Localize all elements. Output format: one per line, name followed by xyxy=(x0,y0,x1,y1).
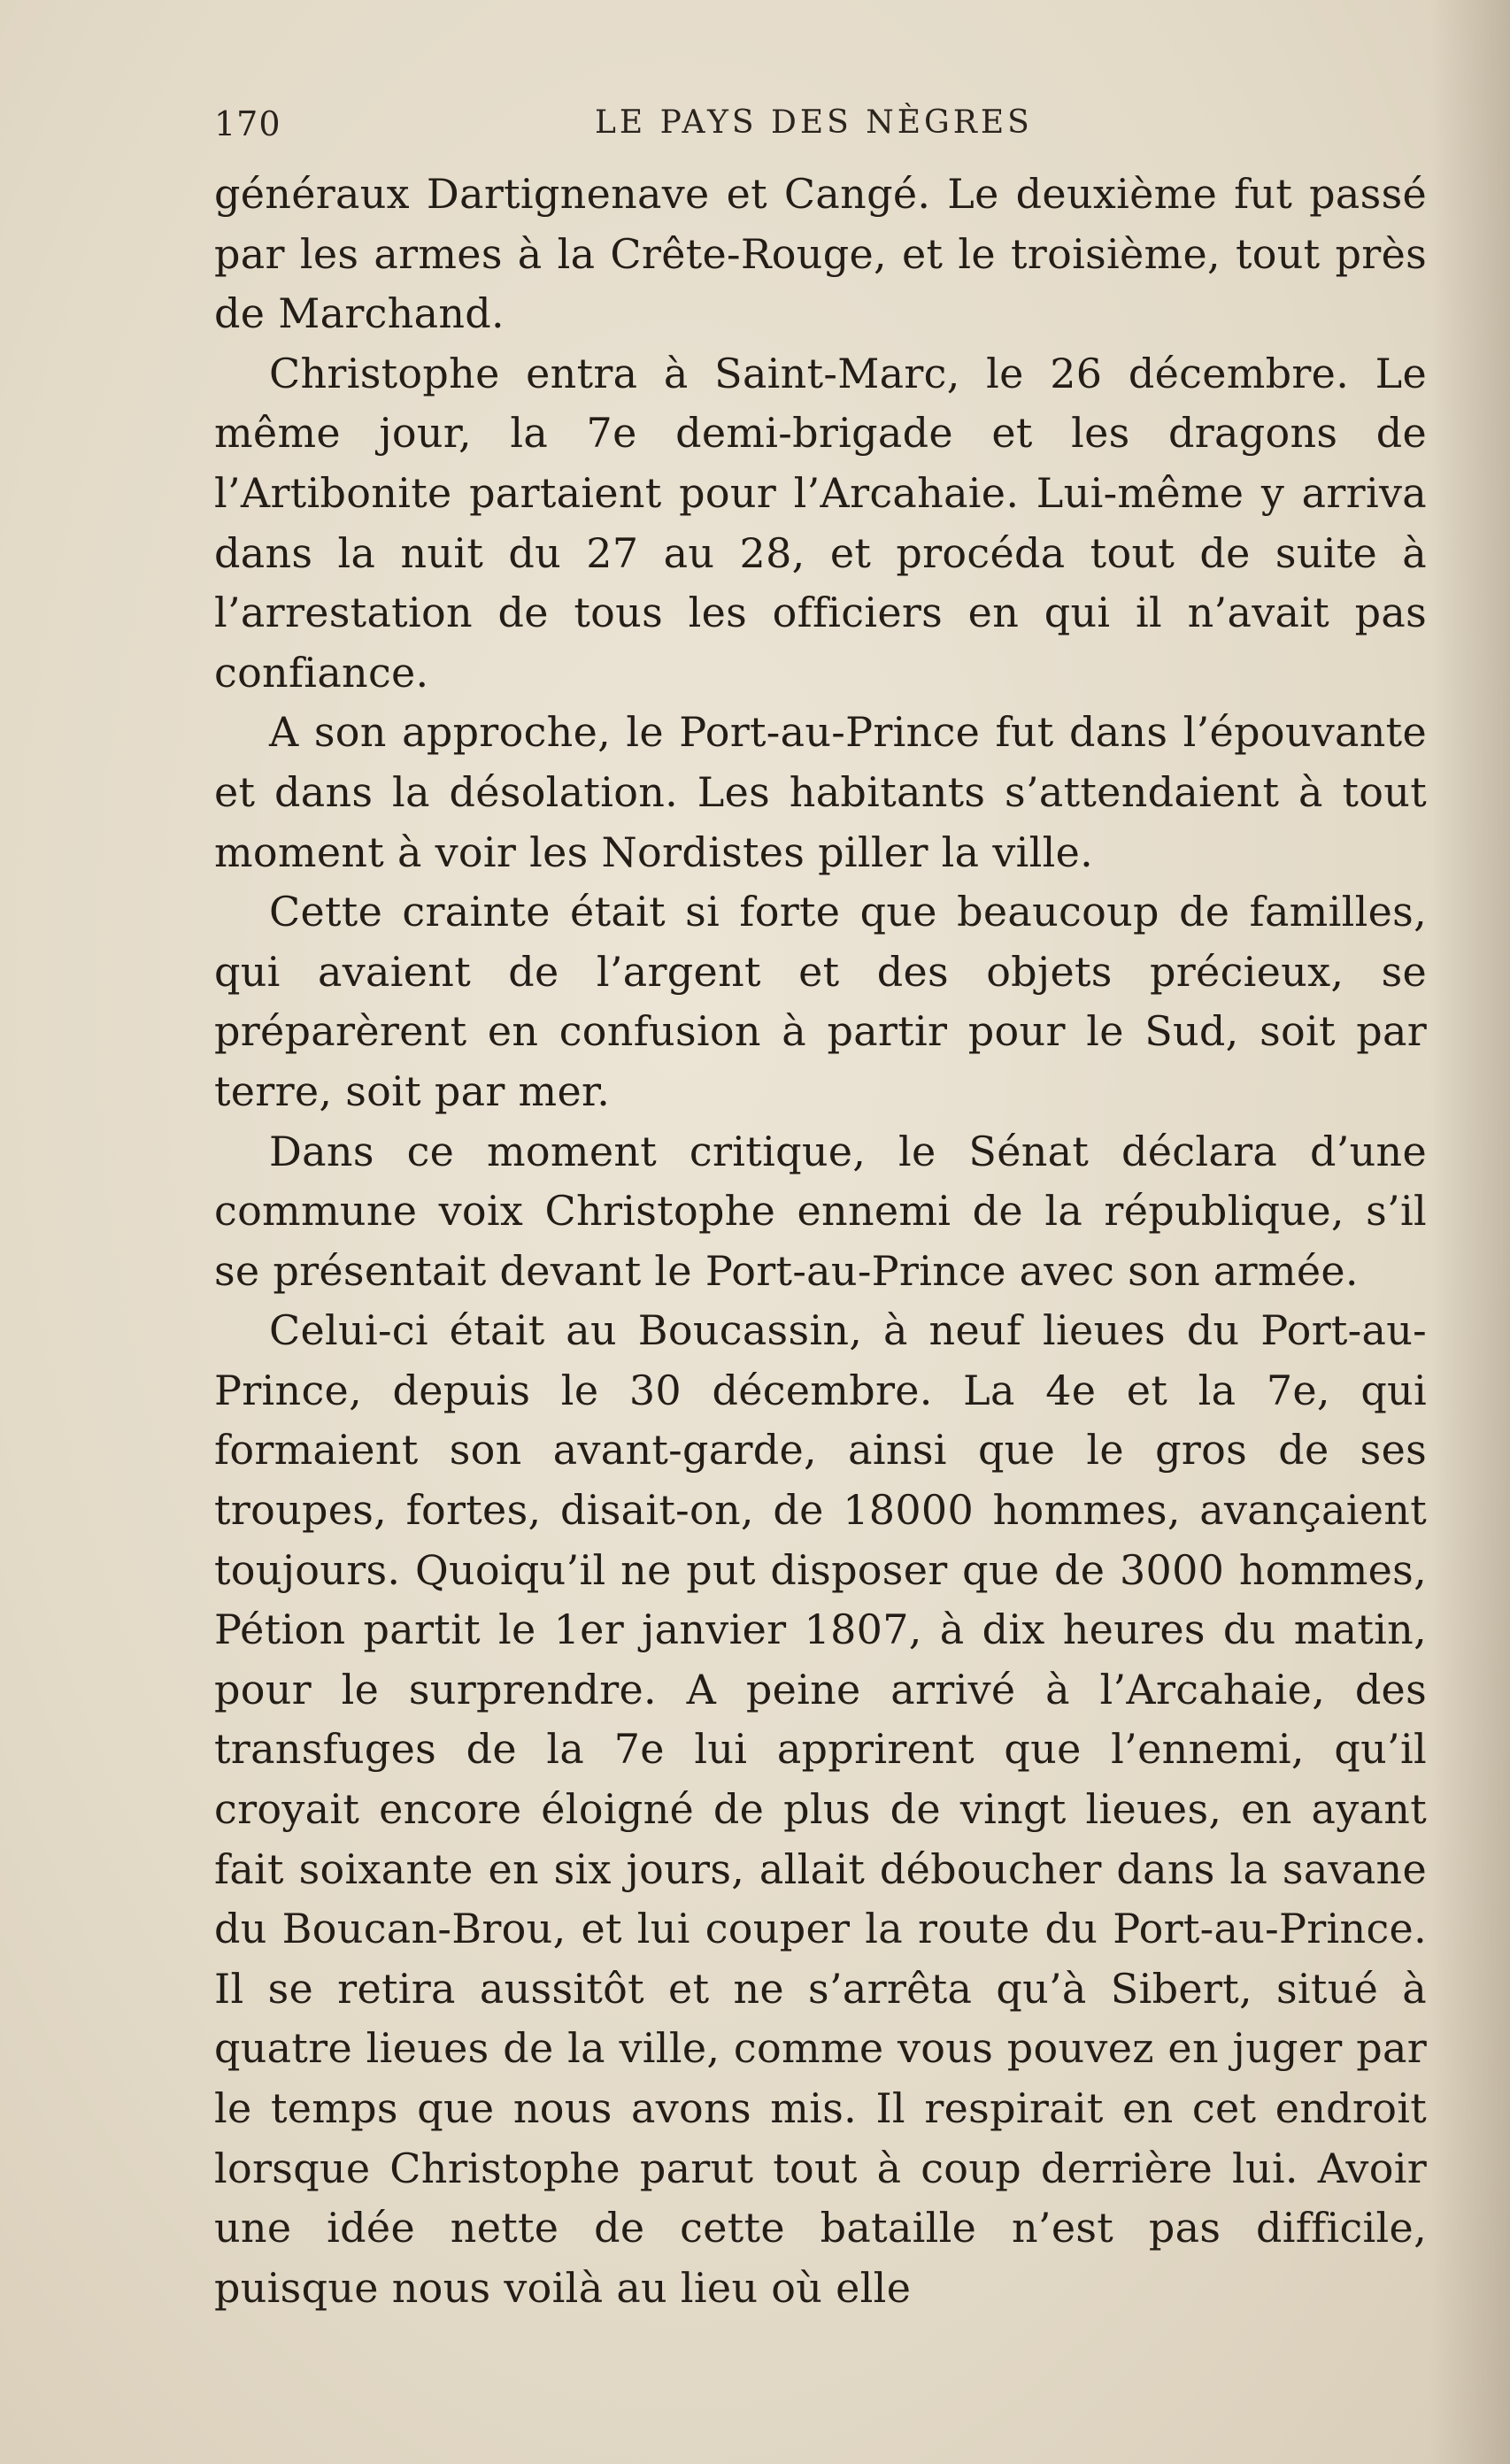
paragraph: Celui-ci était au Boucassin, à neuf lieues du Port-au-Prince, depuis le 30 décembre. La 4e et la 7e, qui formaient son avant-garde, ainsi que le gros de ses troupes, fortes, disait-on, de 18000 hommes, avançaient toujours. Quoiqu’il ne put disposer que de 3000 hommes, Pétion partit le 1er janvier 1807, à dix heures du matin, pour le surprendre. A peine arrivé à l’Arcahaie, des transfuges de la 7e lui apprirent que l’ennemi, qu’il croyait encore éloigné de plus de vingt lieues, en ayant fait soixante en six jours, allait déboucher dans la savane du Boucan-Brou, et lui couper la route du Port-au-Prince. Il se retira aussitôt et ne s’arrêta qu’à Sibert, situé à quatre lieues de la ville, comme vous pouvez en juger par le temps que nous avons mis. Il respirait en cet endroit lorsque Christophe parut tout à coup derrière lui. Avoir une idée nette de cette bataille n’est pas difficile, puisque nous voilà au lieu où elle xyxy=(214,1306,1427,2312)
paragraph: A son approche, le Port-au-Prince fut dans l’épouvante et dans la désolation. Les habitants s’attendaient à tout moment à voir les Nordistes piller la ville. xyxy=(214,708,1427,876)
body-text xyxy=(214,165,1427,2318)
page-header xyxy=(214,96,1436,149)
paragraph: Cette crainte était si forte que beaucoup de familles, qui avaient de l’argent et des objets précieux, se préparèrent en confusion à partir pour le Sud, soit par terre, soit par mer. xyxy=(214,888,1427,1115)
paragraph: Dans ce moment critique, le Sénat déclara d’une commune voix Christophe ennemi de la république, s’il se présentait devant le Port-au-Prince avec son armée. xyxy=(214,1127,1427,1295)
running-head: LE PAYS DES NÈGRES xyxy=(595,104,1033,141)
paragraph: généraux Dartignenave et Cangé. Le deuxième fut passé par les armes à la Crête-Rouge, et le troisième, tout près de Marchand. xyxy=(214,170,1427,338)
page-number: 170 xyxy=(214,104,281,143)
paragraph: Christophe entra à Saint-Marc, le 26 décembre. Le même jour, la 7e demi-brigade et les dragons de l’Artibonite partaient pour l’Arcahaie. Lui-même y arriva dans la nuit du 27 au 28, et procéda tout de suite à l’arrestation de tous les officiers en qui il n’avait pas confiance. xyxy=(214,349,1427,697)
